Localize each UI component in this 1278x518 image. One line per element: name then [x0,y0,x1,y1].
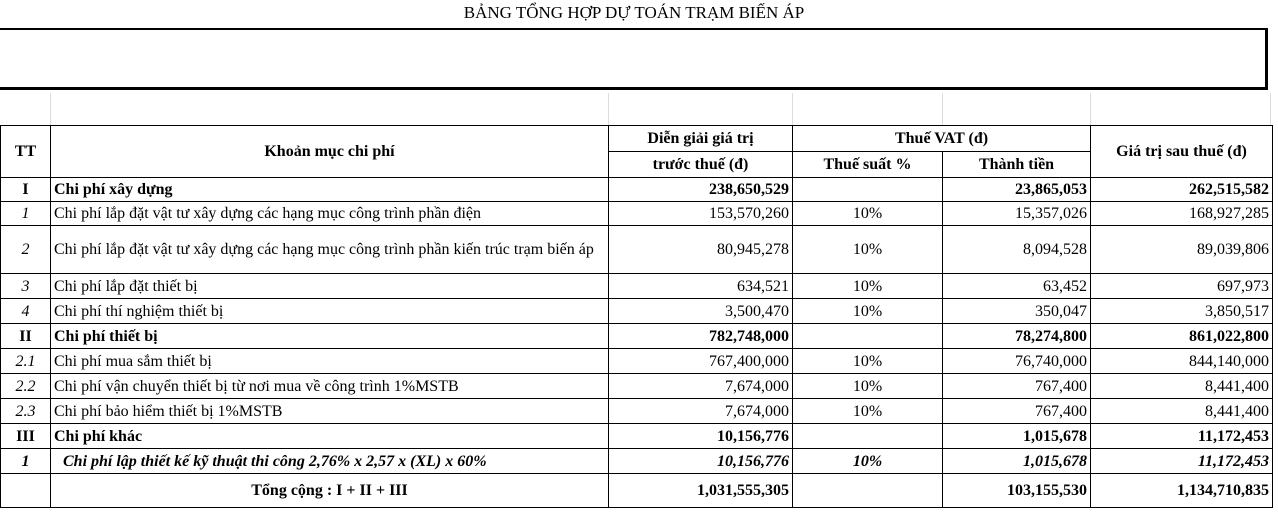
cell-rate[interactable] [793,424,943,449]
header-dien-giai-line1: Diễn giải giá trị [647,130,754,147]
table-row [1,449,1273,474]
table-row [1,424,1273,449]
cell-post-tax[interactable]: 89,039,806 [1091,226,1273,274]
empty-grid-row [0,93,1278,125]
cell-tt[interactable]: 1 [1,202,51,226]
cell-rate[interactable]: 10% [793,274,943,299]
cell-tt[interactable]: I [1,178,51,202]
cell-tt[interactable]: 1 [1,449,51,474]
cell-tt[interactable]: 2.2 [1,374,51,399]
cell-pre-tax[interactable]: 7,674,000 [609,399,793,424]
header-dien-giai [609,126,793,152]
cell-name[interactable]: Chi phí khác [51,424,609,449]
cell-name[interactable]: Chi phí lập thiết kế kỹ thuật thi công 2,76% x 2,57 x (XL) x 60% [51,449,609,474]
cell-post-tax[interactable]: 8,441,400 [1091,374,1273,399]
cell-vat[interactable]: 767,400 [943,374,1091,399]
cell-post-tax[interactable]: 861,022,800 [1091,324,1273,349]
cell-tt[interactable]: 4 [1,299,51,324]
cell-vat[interactable]: 767,400 [943,399,1091,424]
cell-name[interactable]: Chi phí thiết bị [51,324,609,349]
cell-pre-tax[interactable]: 80,945,278 [609,226,793,274]
cell-tt[interactable] [1,474,51,508]
cost-summary-table [0,125,1273,508]
cell-pre-tax[interactable]: 238,650,529 [609,178,793,202]
cell-pre-tax[interactable]: 782,748,000 [609,324,793,349]
cell-vat[interactable]: 63,452 [943,274,1091,299]
cell-post-tax[interactable]: 8,441,400 [1091,399,1273,424]
cell-name[interactable]: Chi phí lắp đặt vật tư xây dựng các hạng mục công trình phần điện [51,202,609,226]
cell-name[interactable]: Chi phí vận chuyển thiết bị từ nơi mua về công trình 1%MSTB [51,374,609,399]
cell-post-tax[interactable]: 3,850,517 [1091,299,1273,324]
cell-vat[interactable]: 8,094,528 [943,226,1091,274]
cell-pre-tax[interactable]: 767,400,000 [609,349,793,374]
cell-post-tax[interactable]: 697,973 [1091,274,1273,299]
cell-name[interactable]: Chi phí xây dựng [51,178,609,202]
cell-post-tax[interactable]: 11,172,453 [1091,424,1273,449]
header-tt: TT [1,126,51,178]
cell-name[interactable]: Chi phí lắp đặt thiết bị [51,274,609,299]
cell-vat[interactable]: 350,047 [943,299,1091,324]
table-row [1,178,1273,202]
header-dien-giai-line2: trước thuế (đ) [609,152,793,178]
page-title: BẢNG TỔNG HỢP DỰ TOÁN TRẠM BIẾN ÁP [463,3,805,22]
table-row [1,202,1273,226]
cell-tt[interactable]: 2.1 [1,349,51,374]
cell-pre-tax[interactable]: 3,500,470 [609,299,793,324]
cell-pre-tax[interactable]: 10,156,776 [609,424,793,449]
blank-merged-cell[interactable] [0,28,1268,90]
cell-rate[interactable] [793,324,943,349]
header-thanh-tien: Thành tiền [943,152,1091,178]
cell-tt[interactable]: 2 [1,226,51,274]
cell-rate[interactable]: 10% [793,349,943,374]
total-pre-tax[interactable]: 1,031,555,305 [609,474,793,508]
total-rate[interactable] [793,474,943,508]
cell-tt[interactable]: II [1,324,51,349]
cell-post-tax[interactable]: 262,515,582 [1091,178,1273,202]
cell-name[interactable]: Chi phí lắp đặt vật tư xây dựng các hạng mục công trình phần kiến trúc trạm biến áp [51,226,609,274]
cell-vat[interactable]: 76,740,000 [943,349,1091,374]
total-vat[interactable]: 103,155,530 [943,474,1091,508]
cell-pre-tax[interactable]: 7,674,000 [609,374,793,399]
cell-name[interactable]: Chi phí mua sắm thiết bị [51,349,609,374]
table-row [1,299,1273,324]
cell-rate[interactable]: 10% [793,374,943,399]
cell-rate[interactable]: 10% [793,226,943,274]
cell-tt[interactable]: III [1,424,51,449]
table-row [1,324,1273,349]
cell-name[interactable]: Chi phí bảo hiểm thiết bị 1%MSTB [51,399,609,424]
table-row [1,399,1273,424]
header-thue-suat: Thuế suất % [793,152,943,178]
cell-rate[interactable]: 10% [793,299,943,324]
cell-tt[interactable]: 3 [1,274,51,299]
total-row [1,474,1273,508]
cell-pre-tax[interactable]: 634,521 [609,274,793,299]
cell-rate[interactable]: 10% [793,449,943,474]
cell-name[interactable]: Chi phí thí nghiệm thiết bị [51,299,609,324]
cell-post-tax[interactable]: 11,172,453 [1091,449,1273,474]
total-post-tax[interactable]: 1,134,710,835 [1091,474,1273,508]
cell-vat[interactable]: 23,865,053 [943,178,1091,202]
cell-post-tax[interactable]: 844,140,000 [1091,349,1273,374]
cell-rate[interactable]: 10% [793,399,943,424]
cell-vat[interactable]: 1,015,678 [943,449,1091,474]
cell-rate[interactable] [793,178,943,202]
table-row [1,349,1273,374]
cell-pre-tax[interactable]: 10,156,776 [609,449,793,474]
cell-post-tax[interactable]: 168,927,285 [1091,202,1273,226]
cell-vat[interactable]: 1,015,678 [943,424,1091,449]
table-row [1,274,1273,299]
cell-vat[interactable]: 15,357,026 [943,202,1091,226]
cell-tt[interactable]: 2.3 [1,399,51,424]
header-thue-vat: Thuế VAT (đ) [793,126,1091,152]
header-gia-tri-sau-thue: Giá trị sau thuế (đ) [1091,126,1273,178]
total-label[interactable]: Tổng cộng : I + II + III [51,474,609,508]
cell-vat[interactable]: 78,274,800 [943,324,1091,349]
header-khoan-muc: Khoản mục chi phí [51,126,609,178]
cell-rate[interactable]: 10% [793,202,943,226]
table-row [1,226,1273,274]
table-row [1,374,1273,399]
cell-pre-tax[interactable]: 153,570,260 [609,202,793,226]
